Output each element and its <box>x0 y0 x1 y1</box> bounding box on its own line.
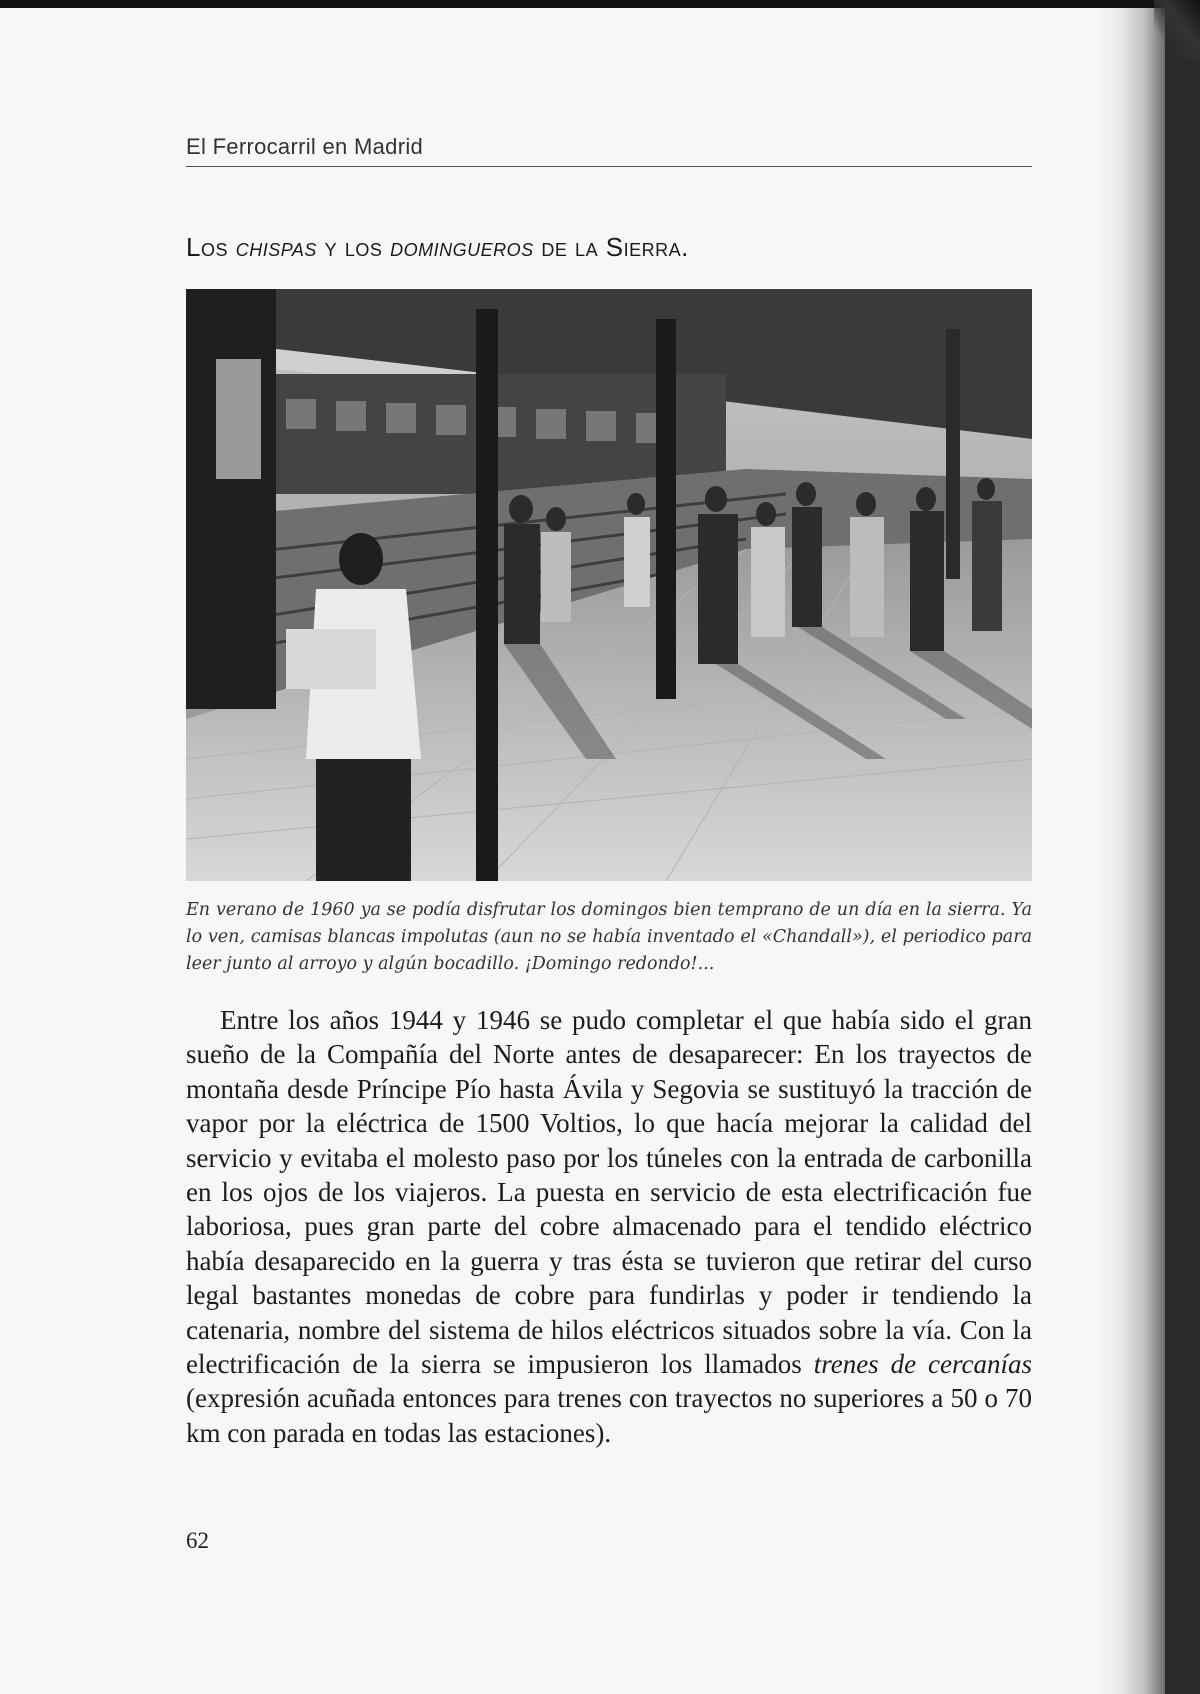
body-text-part: Entre los años 1944 y 1946 se pudo completar el que había sido el gran sueño de la Compañía del Norte antes de desaparecer: En los trayectos de montaña desde Príncipe Pío hasta Ávila y Segovia se sustituyó la tracción de vapor por la eléctrica de 1500 Voltios, lo que hacía mejorar la calidad del servicio y evitaba el molesto paso por los túneles con la entrada de carbonilla en los ojos de los viajeros. La puesta en servicio de esta electrificación fue laboriosa, pues gran parte del cobre almacenado para el tendido eléctrico había desaparecido en la guerra y tras ésta se tuvieron que retirar del curso legal bastantes monedas de cobre para fundirlas y poder ir tendiendo la catenaria, nombre del sistema de hilos eléctricos situados sobre la vía. Con la electrificación de la sierra se impusieron los llamados <box>186 1005 1032 1380</box>
page-spine-shadow <box>1095 8 1165 1694</box>
running-head: El Ferrocarril en Madrid <box>186 134 424 159</box>
title-part: de la Sierra. <box>533 232 689 262</box>
title-italic-domingueros: domingueros <box>390 232 534 262</box>
body-paragraph <box>186 1003 1032 1450</box>
section-title <box>186 232 689 263</box>
body-text <box>186 1003 1032 1450</box>
title-italic-chispas: chispas <box>235 232 317 262</box>
page-number: 62 <box>186 1528 209 1553</box>
station-platform-photo <box>186 289 1032 881</box>
title-part: Los <box>186 232 236 262</box>
scan-corner-shadow <box>1154 0 1200 60</box>
body-italic-term: trenes de cercanías <box>813 1349 1032 1380</box>
photo-caption: En verano de 1960 ya se podía disfrutar los domingos bien temprano de un día en la sierra. Ya lo ven, camisas blancas impolutas (aun no se había inventado el «Chandall»), el periodico para leer junto al arroyo y algún bocadillo. ¡Domingo redondo!... <box>186 900 1032 974</box>
body-text-part: (expresión acuñada entonces para trenes con trayectos no superiores a 50 o 70 km con parada en todas las estaciones). <box>186 1383 1032 1448</box>
scan-top-edge <box>0 0 1200 8</box>
title-part: y los <box>316 232 391 262</box>
header-rule <box>186 166 1032 167</box>
